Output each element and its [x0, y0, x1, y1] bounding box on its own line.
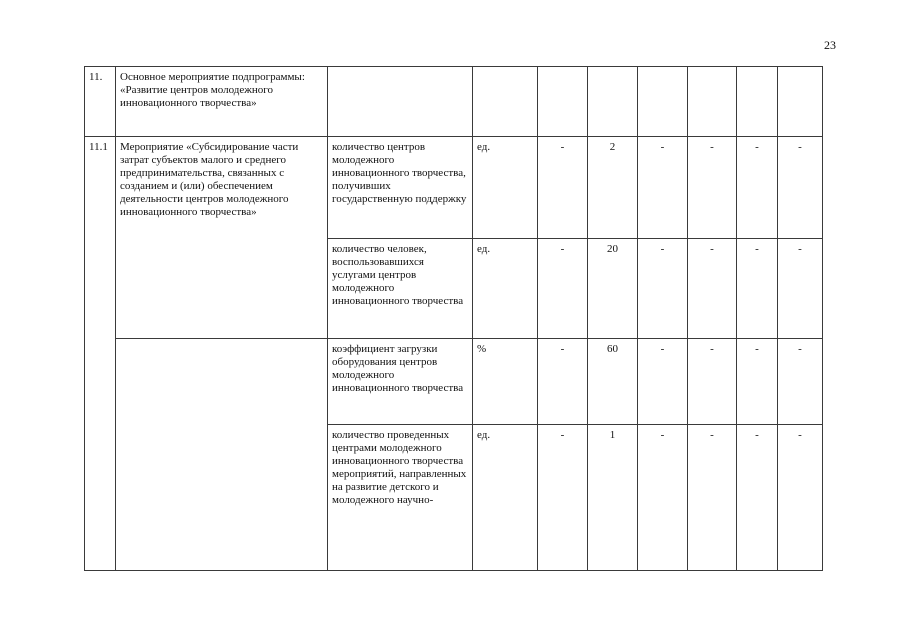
unit-cell: ед.	[473, 425, 538, 571]
unit-cell	[473, 67, 538, 137]
value-cell: -	[778, 137, 823, 239]
value-cell: 20	[588, 239, 638, 339]
value-cell: 60	[588, 339, 638, 425]
page-number: 23	[824, 38, 836, 52]
indicator-name: количество центров молодежного инновационного творчества, получивших государственную поддержку	[328, 137, 473, 239]
value-cell: -	[778, 339, 823, 425]
value-cell: -	[638, 425, 688, 571]
unit-cell: ед.	[473, 239, 538, 339]
value-cell	[638, 67, 688, 137]
value-cell: -	[737, 239, 778, 339]
value-cell: -	[538, 239, 588, 339]
value-cell	[588, 67, 638, 137]
value-cell: -	[538, 425, 588, 571]
value-cell: 1	[588, 425, 638, 571]
unit-cell: ед.	[473, 137, 538, 239]
value-cell: -	[688, 137, 737, 239]
activity-name-continuation	[116, 339, 328, 571]
value-cell	[688, 67, 737, 137]
value-cell: -	[688, 239, 737, 339]
value-cell: -	[538, 137, 588, 239]
indicator-name: количество проведенных центрами молодежного инновационного творчества мероприятий, направленных на развитие детского и молодежного научно-	[328, 425, 473, 571]
value-cell: -	[737, 137, 778, 239]
value-cell: -	[778, 425, 823, 571]
row-number: 11.	[85, 67, 116, 137]
value-cell	[778, 67, 823, 137]
value-cell: -	[638, 137, 688, 239]
activity-name: Мероприятие «Субсидирование части затрат субъектов малого и среднего предпринимательства, связанных с созданием и (или) обеспечением деятельности центров молодежного инновационного творчества»	[116, 137, 328, 339]
indicator-name: коэффициент загрузки оборудования центров молодежного инновационного творчества	[328, 339, 473, 425]
value-cell: -	[688, 339, 737, 425]
value-cell: -	[638, 239, 688, 339]
row-number: 11.1	[85, 137, 116, 571]
value-cell: 2	[588, 137, 638, 239]
value-cell	[538, 67, 588, 137]
table-row	[85, 339, 823, 425]
unit-cell: %	[473, 339, 538, 425]
program-indicators-table	[84, 66, 823, 571]
value-cell	[737, 67, 778, 137]
indicator-name: количество человек, воспользовавшихся услугами центров молодежного инновационного творчества	[328, 239, 473, 339]
value-cell: -	[638, 339, 688, 425]
indicator-name	[328, 67, 473, 137]
table-row	[85, 137, 823, 239]
value-cell: -	[737, 425, 778, 571]
activity-name: Основное мероприятие подпрограммы: «Развитие центров молодежного инновационного творчества»	[116, 67, 328, 137]
value-cell: -	[737, 339, 778, 425]
value-cell: -	[538, 339, 588, 425]
value-cell: -	[778, 239, 823, 339]
table-row	[85, 67, 823, 137]
value-cell: -	[688, 425, 737, 571]
